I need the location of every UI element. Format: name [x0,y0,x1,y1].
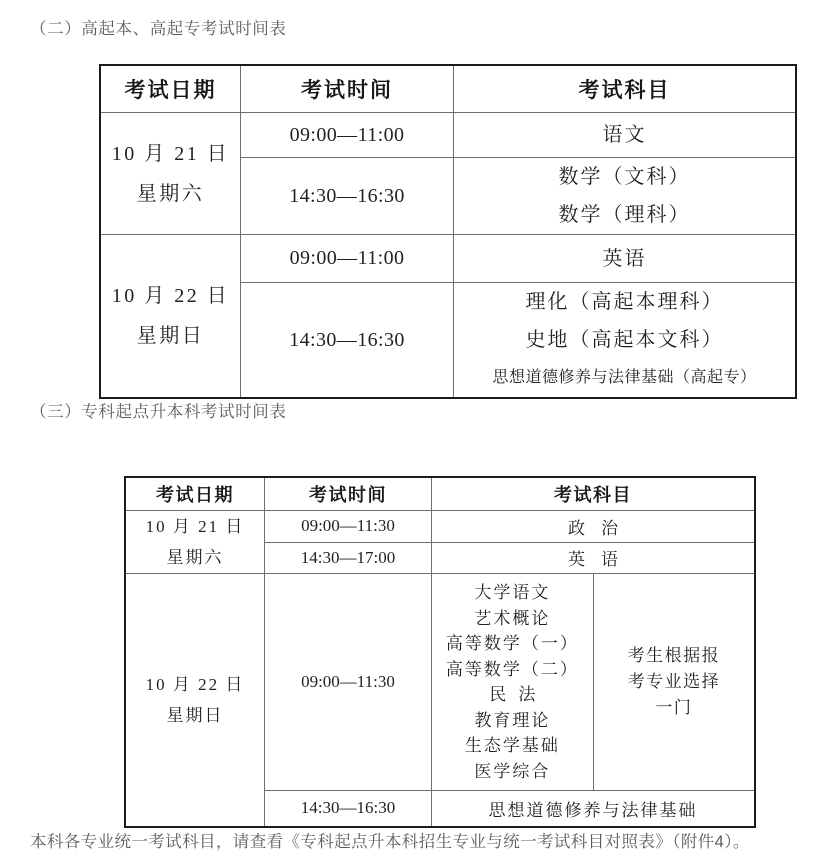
table-row [100,235,796,283]
cell-subject [454,235,797,283]
exam-schedule-table-zsb [124,476,756,828]
subject-line: 史地（高起本文科） [525,329,724,351]
column-header-subject: 考试科目 [454,65,797,113]
date-line-2: 星期日 [136,325,205,347]
cell-date-oct21 [100,113,241,235]
table-row [125,574,755,791]
cell-time: 09:00—11:30 [265,574,432,791]
cell-subject: 英语 [432,542,756,574]
subject-line: 民法 [489,685,548,704]
table-row [125,511,755,543]
date-line-1: 10 月 22 日 [111,285,230,307]
date-line-2: 星期日 [166,705,224,725]
subject-line: 艺术概论 [474,608,551,628]
section-heading-gqb: （二）高起本、高起专考试时间表 [30,20,287,38]
footer-note: 本科各专业统一考试科目，请查看《专科起点升本科招生专业与统一考试科目对照表》（附件4）。 [30,833,750,851]
cell-subject: 思想道德修养与法律基础 [432,791,756,827]
date-line-2: 星期六 [136,182,205,205]
cell-time: 14:30—16:30 [265,791,432,827]
cell-time: 14:30—16:30 [241,158,454,235]
note-line: 考生根据报 [627,646,721,665]
column-header-date: 考试日期 [125,477,265,511]
date-line-1: 10 月 21 日 [145,517,245,536]
subject-line: 英语 [602,247,647,270]
cell-subject: 政治 [432,511,756,543]
subject-line-small: 思想道德修养与法律基础（高起专） [492,369,757,386]
note-line: 考专业选择 [627,672,721,691]
subject-line: 医学综合 [474,761,551,781]
cell-subject [454,158,797,235]
cell-time: 09:00—11:00 [241,235,454,283]
subject-line: 教育理论 [474,710,551,730]
subject-line: 语文 [602,124,647,146]
cell-time: 09:00—11:30 [265,511,432,543]
subject-line: 高等数学（一） [445,634,579,653]
cell-elective-note [593,574,755,791]
cell-date-oct22 [100,235,241,399]
cell-time: 14:30—17:00 [265,542,432,574]
column-header-subject: 考试科目 [432,477,756,511]
column-header-date: 考试日期 [100,65,241,113]
exam-schedule-table-gqb [99,64,797,399]
date-line-1: 10 月 22 日 [145,674,245,694]
subject-line: 大学语文 [474,583,551,602]
table-row [100,113,796,158]
cell-subject [454,283,797,399]
subject-line: 高等数学（二） [445,659,579,679]
column-header-time: 考试时间 [265,477,432,511]
note-line: 一门 [655,698,693,717]
cell-elective-subject-list [432,574,594,791]
subject-line: 数学（文科） [558,166,691,188]
subject-line: 生态学基础 [464,736,560,755]
date-line-1: 10 月 21 日 [111,142,230,165]
cell-time: 14:30—16:30 [241,283,454,399]
cell-date-oct22 [125,574,265,827]
subject-line: 理化（高起本理科） [525,291,724,313]
section-heading-zsb: （三）专科起点升本科考试时间表 [30,403,287,421]
column-header-time: 考试时间 [241,65,454,113]
date-line-2: 星期六 [166,548,224,567]
table-header-row [125,477,755,511]
cell-time: 09:00—11:00 [241,113,454,158]
table-header-row [100,65,796,113]
subject-line: 数学（理科） [558,204,691,226]
cell-subject [454,113,797,158]
cell-date-oct21 [125,511,265,574]
